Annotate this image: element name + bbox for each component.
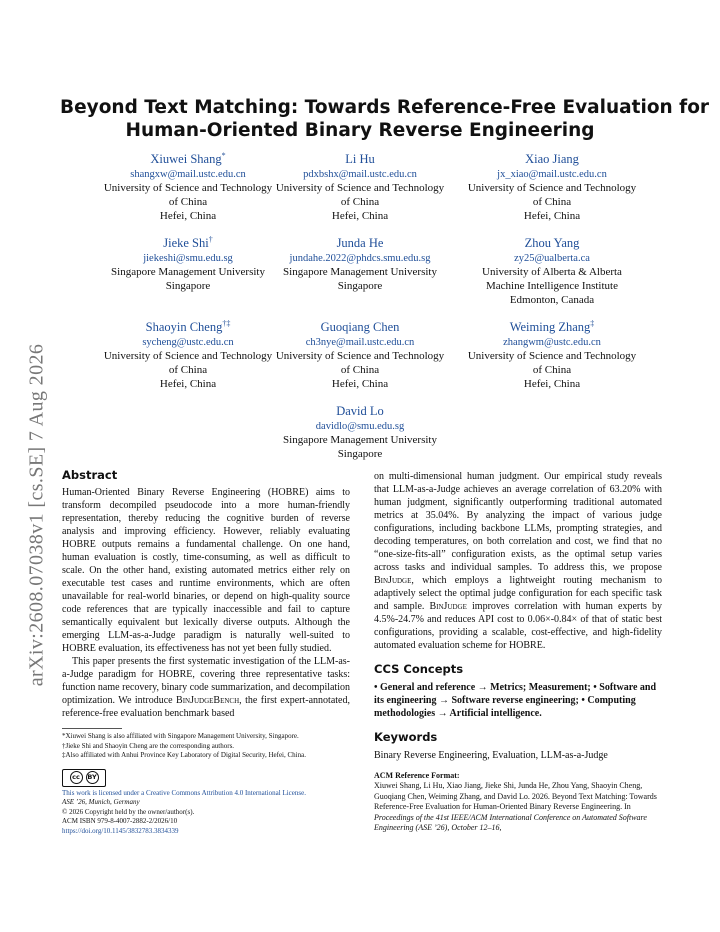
author-affiliation-line: of China xyxy=(340,364,380,376)
author-name: Xiuwei Shang* xyxy=(150,151,226,166)
title-line-1: Beyond Text Matching: Towards Reference-Free Evaluation for xyxy=(60,97,710,118)
title-line-2: Human-Oriented Binary Reverse Engineering xyxy=(125,120,595,141)
author-affiliation-line: Singapore Management University xyxy=(283,434,437,446)
author-affiliation-line: University of Science and Technology xyxy=(467,350,637,362)
doi-link[interactable]: https://doi.org/10.1145/3832783.3834339 xyxy=(62,826,179,835)
author-card xyxy=(92,236,284,293)
author-name: Li Hu xyxy=(345,152,375,166)
author-affiliation-line: Machine Intelligence Institute xyxy=(486,280,618,292)
author-affiliation-line: Singapore Management University xyxy=(283,266,437,278)
author-affiliation-line: Hefei, China xyxy=(331,210,389,222)
author-card xyxy=(264,404,456,461)
paper-title xyxy=(60,96,710,142)
author-name: Weiming Zhang‡ xyxy=(509,319,595,334)
author-card xyxy=(264,152,456,223)
footnote-3: ‡Also affiliated with Anhui Province Key Laboratory of Digital Security, Hefei, China. xyxy=(62,751,306,759)
footnote-2: †Jieke Shi and Shaoyin Cheng are the corresponding authors. xyxy=(62,741,235,750)
author-affiliation-line: University of Alberta & Alberta xyxy=(482,266,622,278)
author-name: David Lo xyxy=(336,404,384,418)
author-email[interactable]: zhangwm@ustc.edu.cn xyxy=(503,337,601,348)
footnote-rule xyxy=(62,728,122,729)
author-name: Shaoyin Cheng†‡ xyxy=(145,319,231,334)
abstract-continued: on multi-dimensional human judgment. Our empirical study reveals that LLM-as-a-Judge achieves an average correlation of 63.20% with human judgment, significantly outperforming traditional automated metrics at 35.04%. By analyzing the impact of various judge configurations, including backbone LLMs, prompting strategies, and decoding temperatures, on both correlation and cost, we find that no “one-size-fits-all” configuration exists, as the optimal setup varies across tasks and individual samples. To address this, we propose BinJudge, which employs a lightweight routing mechanism to adaptively select the optimal judge configuration for each specific task and sample. BinJudge improves correlation with human experts by 4.5%-24.7% and reduces API cost to 0.06×-0.84× of that of static best configurations, providing a scalable, cost-effective, and high-fidelity automated evaluation scheme for HOBRE. xyxy=(374,471,662,651)
author-affiliation-line: University of Science and Technology xyxy=(103,350,273,362)
acm-reference-heading: ACM Reference Format: xyxy=(374,771,460,780)
author-affiliation-line: Singapore Management University xyxy=(111,266,265,278)
author-affiliation-line: of China xyxy=(168,196,208,208)
license-link[interactable]: This work is licensed under a Creative Commons Attribution 4.0 International License. xyxy=(62,788,306,797)
author-affiliation-line: of China xyxy=(340,196,380,208)
abstract-paragraph-1: Human-Oriented Binary Reverse Engineering (HOBRE) aims to transform decompiled pseudocode into a more human-friendly representation, thereby reducing the cognitive burden of reverse analysis and improving efficiency. However, reliably evaluating HOBRE outputs remains a fundamental challenge. On one hand, human evaluation is costly, time-consuming, as well as difficult to scale. On the other hand, existing automated metrics either rely on executable test cases and runtime environments, which are often unavailable for real-world binaries, or depend on high-quality source code references that are typically inaccessible and fail to capture semantically equivalent but lexically diverse outputs. Although the emerging LLM-as-a-Judge paradigm is naturally well-suited to HOBRE evaluation, its effectiveness has not yet been fully studied. xyxy=(62,487,350,654)
right-column xyxy=(374,470,662,834)
author-email[interactable]: sycheng@ustc.edu.cn xyxy=(142,337,234,348)
author-affiliation-line: Hefei, China xyxy=(523,210,581,222)
author-email[interactable]: ch3nye@mail.ustc.edu.cn xyxy=(305,337,415,348)
author-affiliation-line: of China xyxy=(168,364,208,376)
author-name: Jieke Shi† xyxy=(163,235,213,250)
abstract-heading: Abstract xyxy=(62,468,118,482)
arxiv-identifier: arXiv:2608.07038v1 [cs.SE] 7 Aug 2026 xyxy=(25,343,48,687)
author-email[interactable]: jundahe.2022@phdcs.smu.edu.sg xyxy=(289,253,431,264)
author-card xyxy=(92,320,284,391)
author-email[interactable]: jx_xiao@mail.ustc.edu.cn xyxy=(497,169,607,180)
copyright: © 2026 Copyright held by the owner/author(s). xyxy=(62,807,195,816)
author-name: Xiao Jiang xyxy=(525,152,579,166)
author-email[interactable]: zy25@ualberta.ca xyxy=(514,253,590,264)
author-name: Zhou Yang xyxy=(524,236,580,250)
author-affiliation-line: Hefei, China xyxy=(159,210,217,222)
author-affiliation-line: Singapore xyxy=(337,280,383,292)
venue: ASE ’26, Munich, Germany xyxy=(62,798,140,806)
left-column xyxy=(62,468,350,836)
cc-icon: cc xyxy=(70,771,83,784)
author-affiliation-line: Singapore xyxy=(165,280,211,292)
author-affiliation-line: Edmonton, Canada xyxy=(509,294,595,306)
author-card xyxy=(456,236,648,307)
author-affiliation-line: Singapore xyxy=(337,448,383,460)
author-affiliation-line: of China xyxy=(532,364,572,376)
cc-by-license-badge[interactable] xyxy=(62,769,350,787)
author-affiliation-line: University of Science and Technology xyxy=(275,182,445,194)
isbn: ACM ISBN 979-8-4007-2882-2/2026/10 xyxy=(62,817,178,825)
author-card xyxy=(456,320,648,391)
keywords-heading: Keywords xyxy=(374,730,438,744)
author-affiliation-line: Hefei, China xyxy=(159,378,217,390)
author-card xyxy=(92,152,284,223)
author-email[interactable]: shangxw@mail.ustc.edu.cn xyxy=(130,169,246,180)
author-affiliation-line: University of Science and Technology xyxy=(103,182,273,194)
ccs-concepts: • General and reference → Metrics; Measurement; • Software and its engineering → Software reverse engineering; • Computing methodologies → Artificial intelligence. xyxy=(374,682,657,719)
author-card xyxy=(264,236,456,293)
ccs-heading: CCS Concepts xyxy=(374,662,464,676)
by-icon: BY xyxy=(86,771,99,784)
author-card xyxy=(264,320,456,391)
author-name: Guoqiang Chen xyxy=(320,320,400,334)
footnote-1: *Xiuwei Shang is also affiliated with Singapore Management University, Singapore. xyxy=(62,732,299,740)
acm-reference-text: Xiuwei Shang, Li Hu, Xiao Jiang, Jieke Shi, Junda He, Zhou Yang, Shaoyin Cheng, Guoqiang Chen, Weiming Zhang, and David Lo. 2026. Beyond Text Matching: Towards Reference-Free Evaluation for Human-Oriented Binary Reverse Engineering. In Proceedings of the 41st IEEE/ACM International Conference on Automated Software Engineering (ASE ’26), October 12–16, xyxy=(374,781,657,832)
author-email[interactable]: davidlo@smu.edu.sg xyxy=(315,421,405,432)
author-email[interactable]: pdxbshx@mail.ustc.edu.cn xyxy=(303,169,417,180)
author-name: Junda He xyxy=(336,236,384,250)
author-card xyxy=(456,152,648,223)
author-affiliation-line: University of Science and Technology xyxy=(275,350,445,362)
author-affiliation-line: Hefei, China xyxy=(523,378,581,390)
author-affiliation-line: of China xyxy=(532,196,572,208)
author-email[interactable]: jiekeshi@smu.edu.sg xyxy=(143,253,233,264)
keywords-text: Binary Reverse Engineering, Evaluation, LLM-as-a-Judge xyxy=(374,750,608,761)
abstract-paragraph-2: This paper presents the first systematic investigation of the LLM-as-a-Judge paradigm for HOBRE, covering three representative tasks: function name recovery, binary code summarization, and decompilation optimization. We introduce BinJudgeBench, the first expert-annotated, reference-free evaluation benchmark based xyxy=(62,656,350,719)
author-affiliation-line: University of Science and Technology xyxy=(467,182,637,194)
author-affiliation-line: Hefei, China xyxy=(331,378,389,390)
